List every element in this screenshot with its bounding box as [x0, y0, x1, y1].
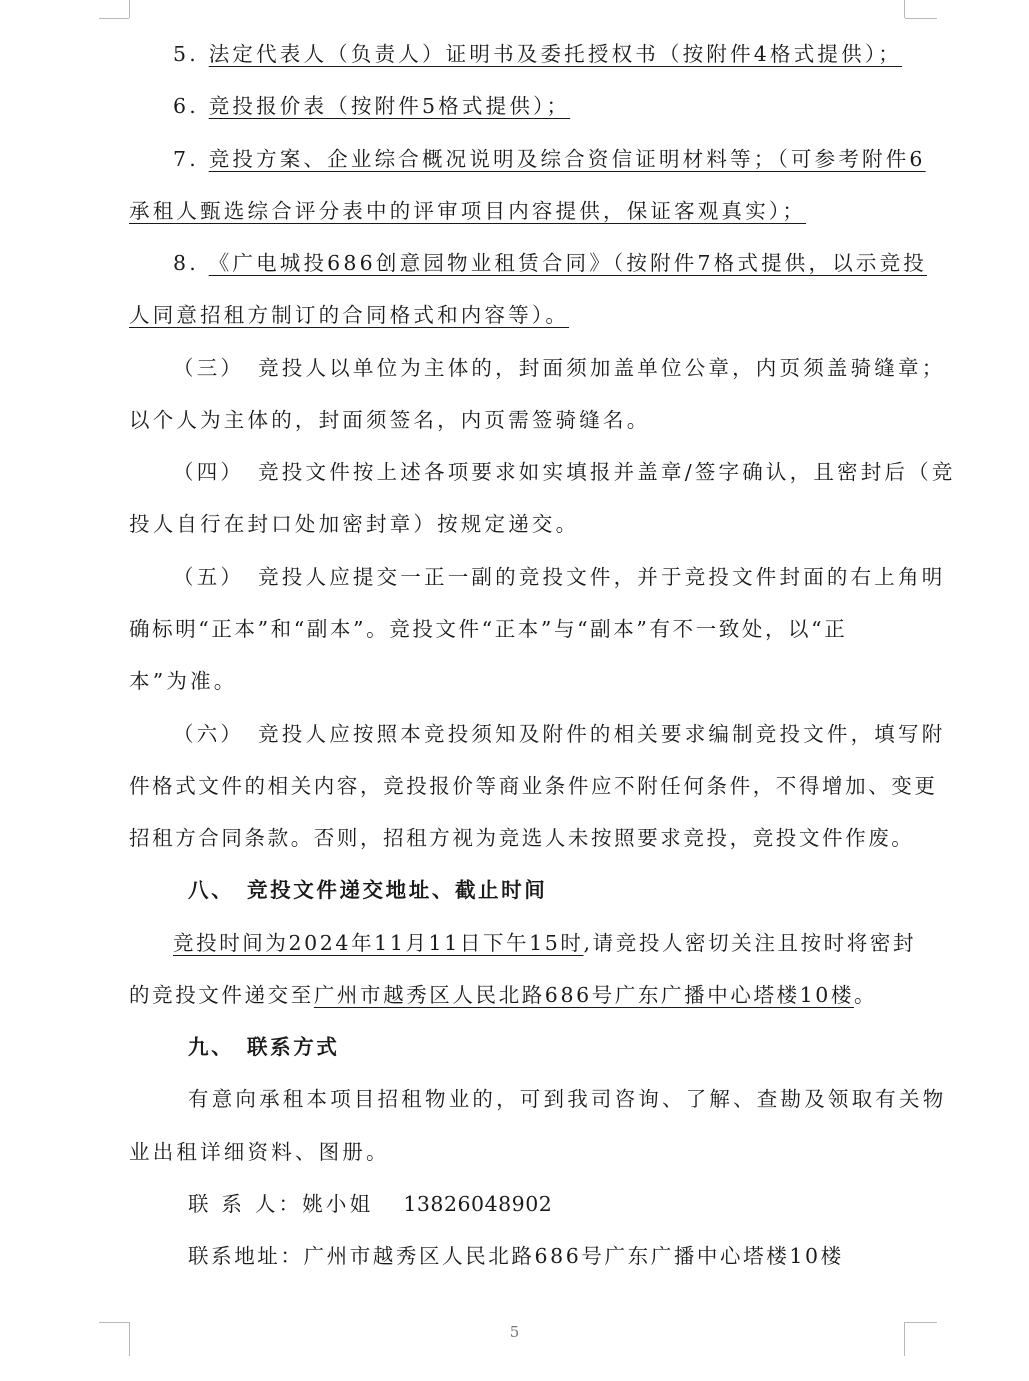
contact-phone: 13826048902: [403, 1192, 553, 1216]
item-7-number: 7.: [173, 147, 209, 171]
clause-5-line-2: 确标明“正本”和“副本”。竞投文件“正本”与“副本”有不一致处，以“正: [129, 617, 848, 641]
item-8-text-1: 《广电城投686创意园物业租赁合同》（按附件7格式提供，以示竞投: [208, 251, 928, 275]
crop-mark-top-right-v: [904, 0, 905, 18]
clause-5-line-1: [173, 563, 945, 591]
clause-4-line-1: [173, 458, 956, 486]
clause-5-text-1: 竞投人应提交一正一副的竞投文件，并于竞投文件封面的右上角明: [258, 565, 946, 589]
section-8-line-2-pre: 的竞投文件递交至: [129, 983, 314, 1007]
clause-5-line-3: 本”为准。: [129, 669, 238, 693]
clause-4-text-1: 竞投文件按上述各项要求如实填报并盖章/签字确认，且密封后（竞: [258, 460, 956, 484]
contact-address-label: 联系地址：: [188, 1244, 304, 1268]
item-8-number: 8.: [173, 251, 209, 275]
section-8-line-1-rest: ,请竞投人密切关注且按时将密封: [583, 931, 917, 955]
item-5-text: 法定代表人（负责人）证明书及委托授权书（按附件4格式提供）；: [208, 42, 902, 66]
section-9-intro-2: 业出租详细资料、图册。: [129, 1140, 390, 1164]
crop-mark-top-left-h: [99, 18, 129, 19]
contact-person-name: 姚小姐: [302, 1192, 374, 1216]
clause-6-line-1: [173, 720, 945, 748]
page-number: 5: [509, 1323, 520, 1341]
section-8-line-2: [129, 981, 877, 1009]
section-8-heading: 八、 竞投文件递交地址、截止时间: [188, 878, 548, 902]
item-6: [173, 92, 570, 120]
section-9-heading: 九、 联系方式: [188, 1035, 340, 1059]
clause-4-number: （四）: [173, 460, 245, 484]
crop-mark-top-right-h: [905, 18, 937, 19]
item-5-number: 5.: [173, 42, 209, 66]
section-8-line-2-end: 。: [854, 983, 878, 1007]
clause-3-line-2: 以个人为主体的，封面须签名，内页需签骑缝名。: [129, 408, 651, 432]
item-5: [173, 40, 902, 68]
clause-3-number: （三）: [173, 356, 245, 380]
clause-6-text-1: 竞投人应按照本竞投须知及附件的相关要求编制竞投文件，填写附: [258, 722, 946, 746]
section-8-line-1: [173, 929, 916, 957]
clause-6-line-2: 件格式文件的相关内容，竞投报价等商业条件应不附任何条件，不得增加、变更: [129, 774, 938, 798]
item-7-text-1: 竞投方案、企业综合概况说明及综合资信证明材料等；（可参考附件6: [208, 147, 926, 171]
contact-address-line: [188, 1242, 844, 1270]
clause-3-line-1: [173, 354, 945, 382]
clause-6-line-3: 招租方合同条款。否则，招租方视为竞选人未按照要求竞投，竞投文件作废。: [129, 826, 915, 850]
crop-mark-top-left-v: [129, 0, 130, 18]
item-6-text: 竞投报价表（按附件5格式提供）；: [208, 94, 571, 118]
contact-person-label: 联 系 人：: [188, 1192, 303, 1216]
section-9-intro-1: 有意向承租本项目招租物业的，可到我司咨询、了解、查勘及领取有关物: [188, 1087, 947, 1111]
section-8-bid-time: 竞投时间为2024年11月11日下午15时: [173, 931, 584, 955]
clause-5-number: （五）: [173, 565, 245, 589]
contact-address: 广州市越秀区人民北路686号广东广播中心塔楼10楼: [303, 1244, 844, 1268]
item-8-line-1: [173, 249, 927, 277]
clause-6-number: （六）: [173, 722, 245, 746]
item-7-line-1: [173, 145, 926, 173]
clause-3-text-1: 竞投人以单位为主体的，封面须加盖单位公章，内页须盖骑缝章；: [258, 356, 946, 380]
section-8-address: 广州市越秀区人民北路686号广东广播中心塔楼10楼: [313, 983, 855, 1007]
item-7-line-2: 承租人甄选综合评分表中的评审项目内容提供，保证客观真实）；: [129, 199, 807, 223]
clause-4-line-2: 投人自行在封口处加密封章）按规定递交。: [129, 512, 580, 536]
item-8-line-2: 人同意招租方制订的合同格式和内容等）。: [129, 303, 570, 327]
item-6-number: 6.: [173, 94, 209, 118]
contact-person-line: [188, 1190, 552, 1218]
